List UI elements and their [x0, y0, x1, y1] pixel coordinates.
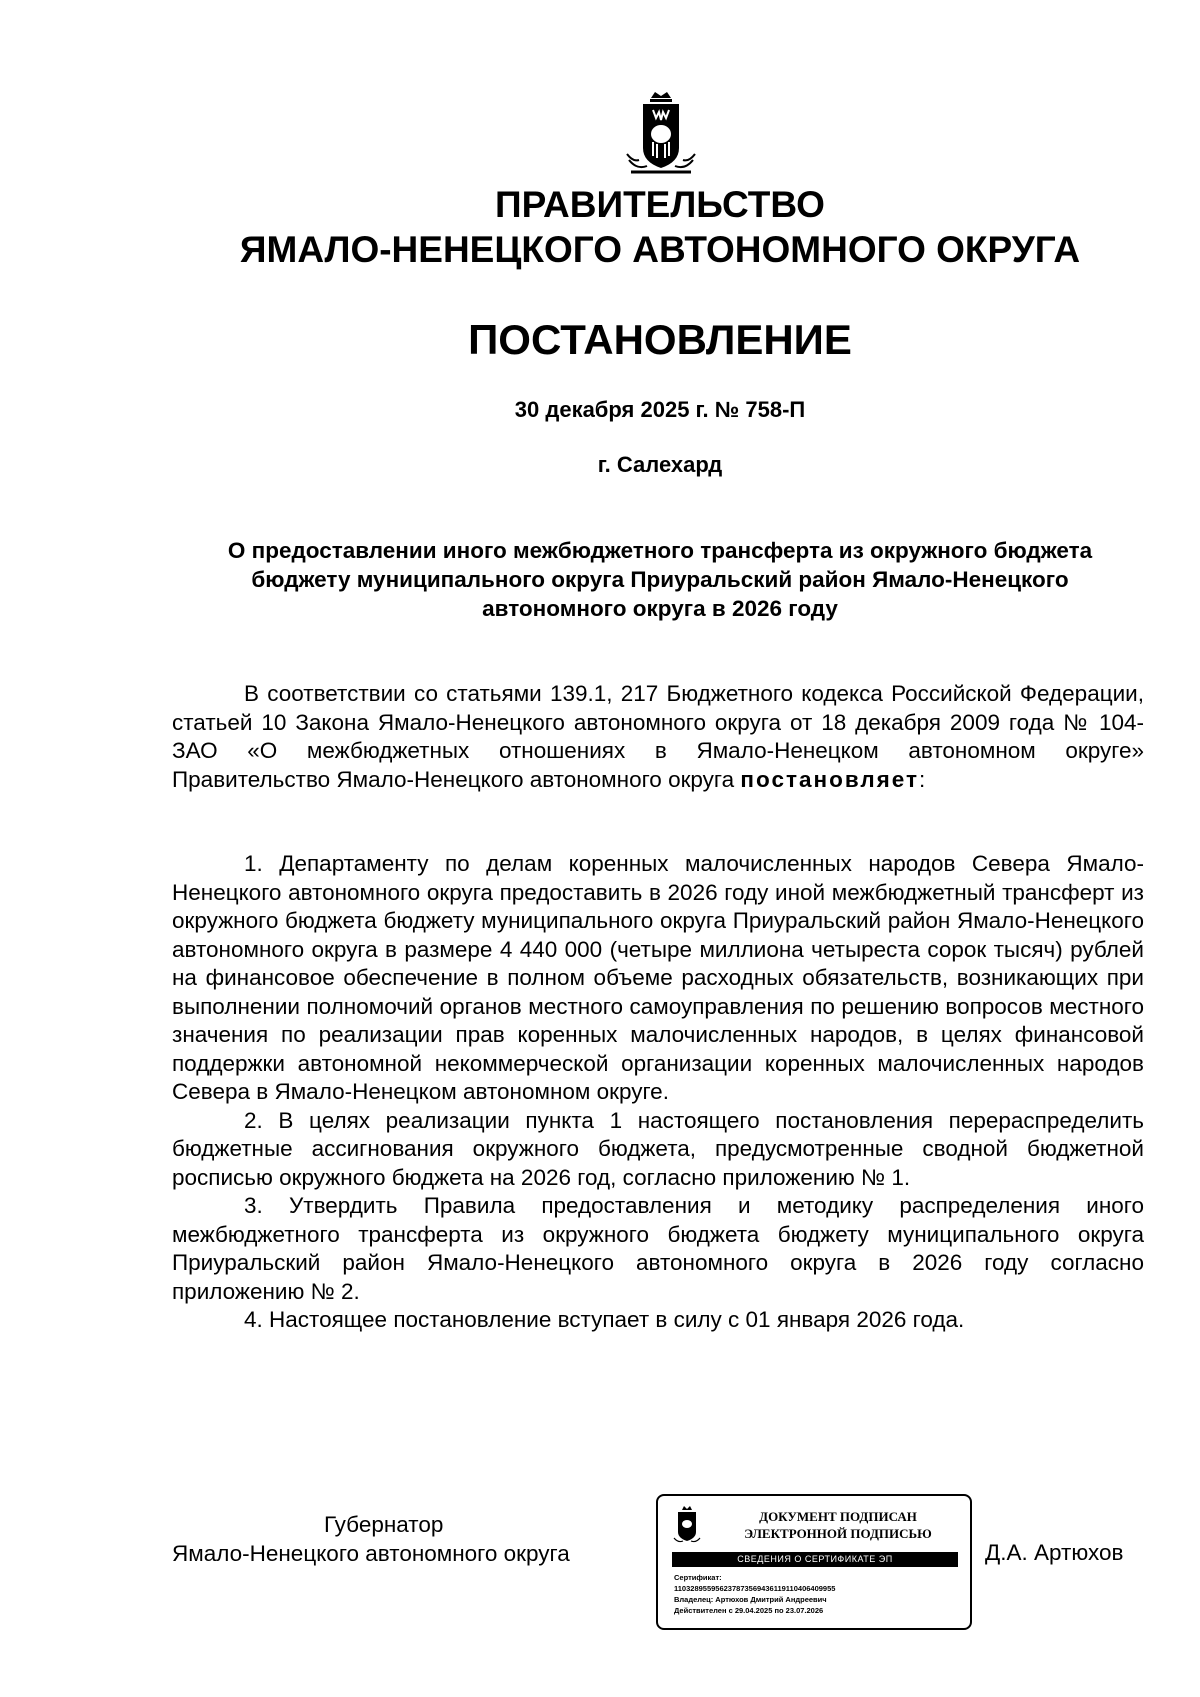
preamble [172, 680, 1144, 794]
decree-item: 1. Департаменту по делам коренных малочисленных народов Севера Ямало-Ненецкого автономного округа предоставить в 2026 году иной межбюджетный трансферт из окружного бюджета бюджету муниципального округа Приуральский район Ямало-Ненецкого автономного округа в размере 4 440 000 (четыре миллиона четыреста сорок тысяч) рублей на финансовое обеспечение в полном объеме расходных обязательств, возникающих при выполнении полномочий органов местного самоуправления по решению вопросов местного значения по реализации прав коренных малочисленных народов, в целях финансовой поддержки автономной некоммерческой организации коренных малочисленных народов Севера в Ямало-Ненецком автономном округе. [172, 851, 1144, 1104]
document-type: ПОСТАНОВЛЕНИЕ [468, 316, 852, 363]
stamp-emblem-icon [672, 1506, 702, 1544]
document-subject: О предоставлении иного межбюджетного трансферта из окружного бюджета бюджету муниципального округа Приуральский район Ямало-Ненецкого автономного округа в 2026 году [227, 538, 1093, 621]
page-title-line1: ПРАВИТЕЛЬСТВО [495, 184, 825, 225]
city: г. Салехард [597, 452, 723, 477]
signatory-title-line1: Губернатор [324, 1512, 444, 1537]
stamp-valid: Действителен с 29.04.2025 по 23.07.2026 [674, 1606, 824, 1615]
signatory-name: Д.А. Артюхов [985, 1540, 1124, 1565]
date-number: 30 декабря 2025 г. № 758-П [514, 397, 806, 422]
preamble-colon: : [919, 766, 926, 792]
stamp-owner: Владелец: Артюхов Дмитрий Андреевич [674, 1595, 827, 1604]
preamble-text: В соответствии со статьями 139.1, 217 Бюджетного кодекса Российской Федерации, статьей 10 Закона Ямало-Ненецкого автономного округа от 18 декабря 2009 года № 104-ЗАО «О межбюджетных отношениях в Ямало-Ненецком автономном округе» Правительство Ямало-Ненецкого автономного округа [172, 681, 1144, 792]
stamp-cert-bar: СВЕДЕНИЯ О СЕРТИФИКАТЕ ЭП [672, 1552, 958, 1567]
page-title-line2: ЯМАЛО-НЕНЕЦКОГО АВТОНОМНОГО ОКРУГА [239, 229, 1081, 270]
decree-items [172, 850, 1144, 1335]
signatory-title-line2: Ямало-Ненецкого автономного округа [172, 1541, 570, 1566]
decree-item: 3. Утвердить Правила предоставления и методику распределения иного межбюджетного трансферта из окружного бюджета бюджету муниципального округа Приуральский район Ямало-Ненецкого автономного округа в 2026 году согласно приложению № 2. [172, 1193, 1144, 1304]
decree-item: 2. В целях реализации пункта 1 настоящего постановления перераспределить бюджетные ассигнования окружного бюджета, предусмотренные сводной бюджетной росписью окружного бюджета на 2026 год, согласно приложению № 1. [172, 1107, 1144, 1190]
signatory-title [172, 1510, 570, 1568]
coat-of-arms-emblem [623, 90, 699, 178]
e-signature-stamp [656, 1494, 972, 1630]
stamp-cert-number: 11032895595623787356943611911040640995​5 [674, 1584, 836, 1593]
decree-item: 4. Настоящее постановление вступает в силу с 01 января 2026 года. [244, 1307, 965, 1332]
stamp-line2: ЭЛЕКТРОННОЙ ПОДПИСЬЮ [744, 1526, 932, 1541]
stamp-line1: ДОКУМЕНТ ПОДПИСАН [759, 1509, 917, 1524]
stamp-cert-label: Сертификат: [674, 1573, 722, 1582]
preamble-verb: постановляет [740, 766, 920, 792]
